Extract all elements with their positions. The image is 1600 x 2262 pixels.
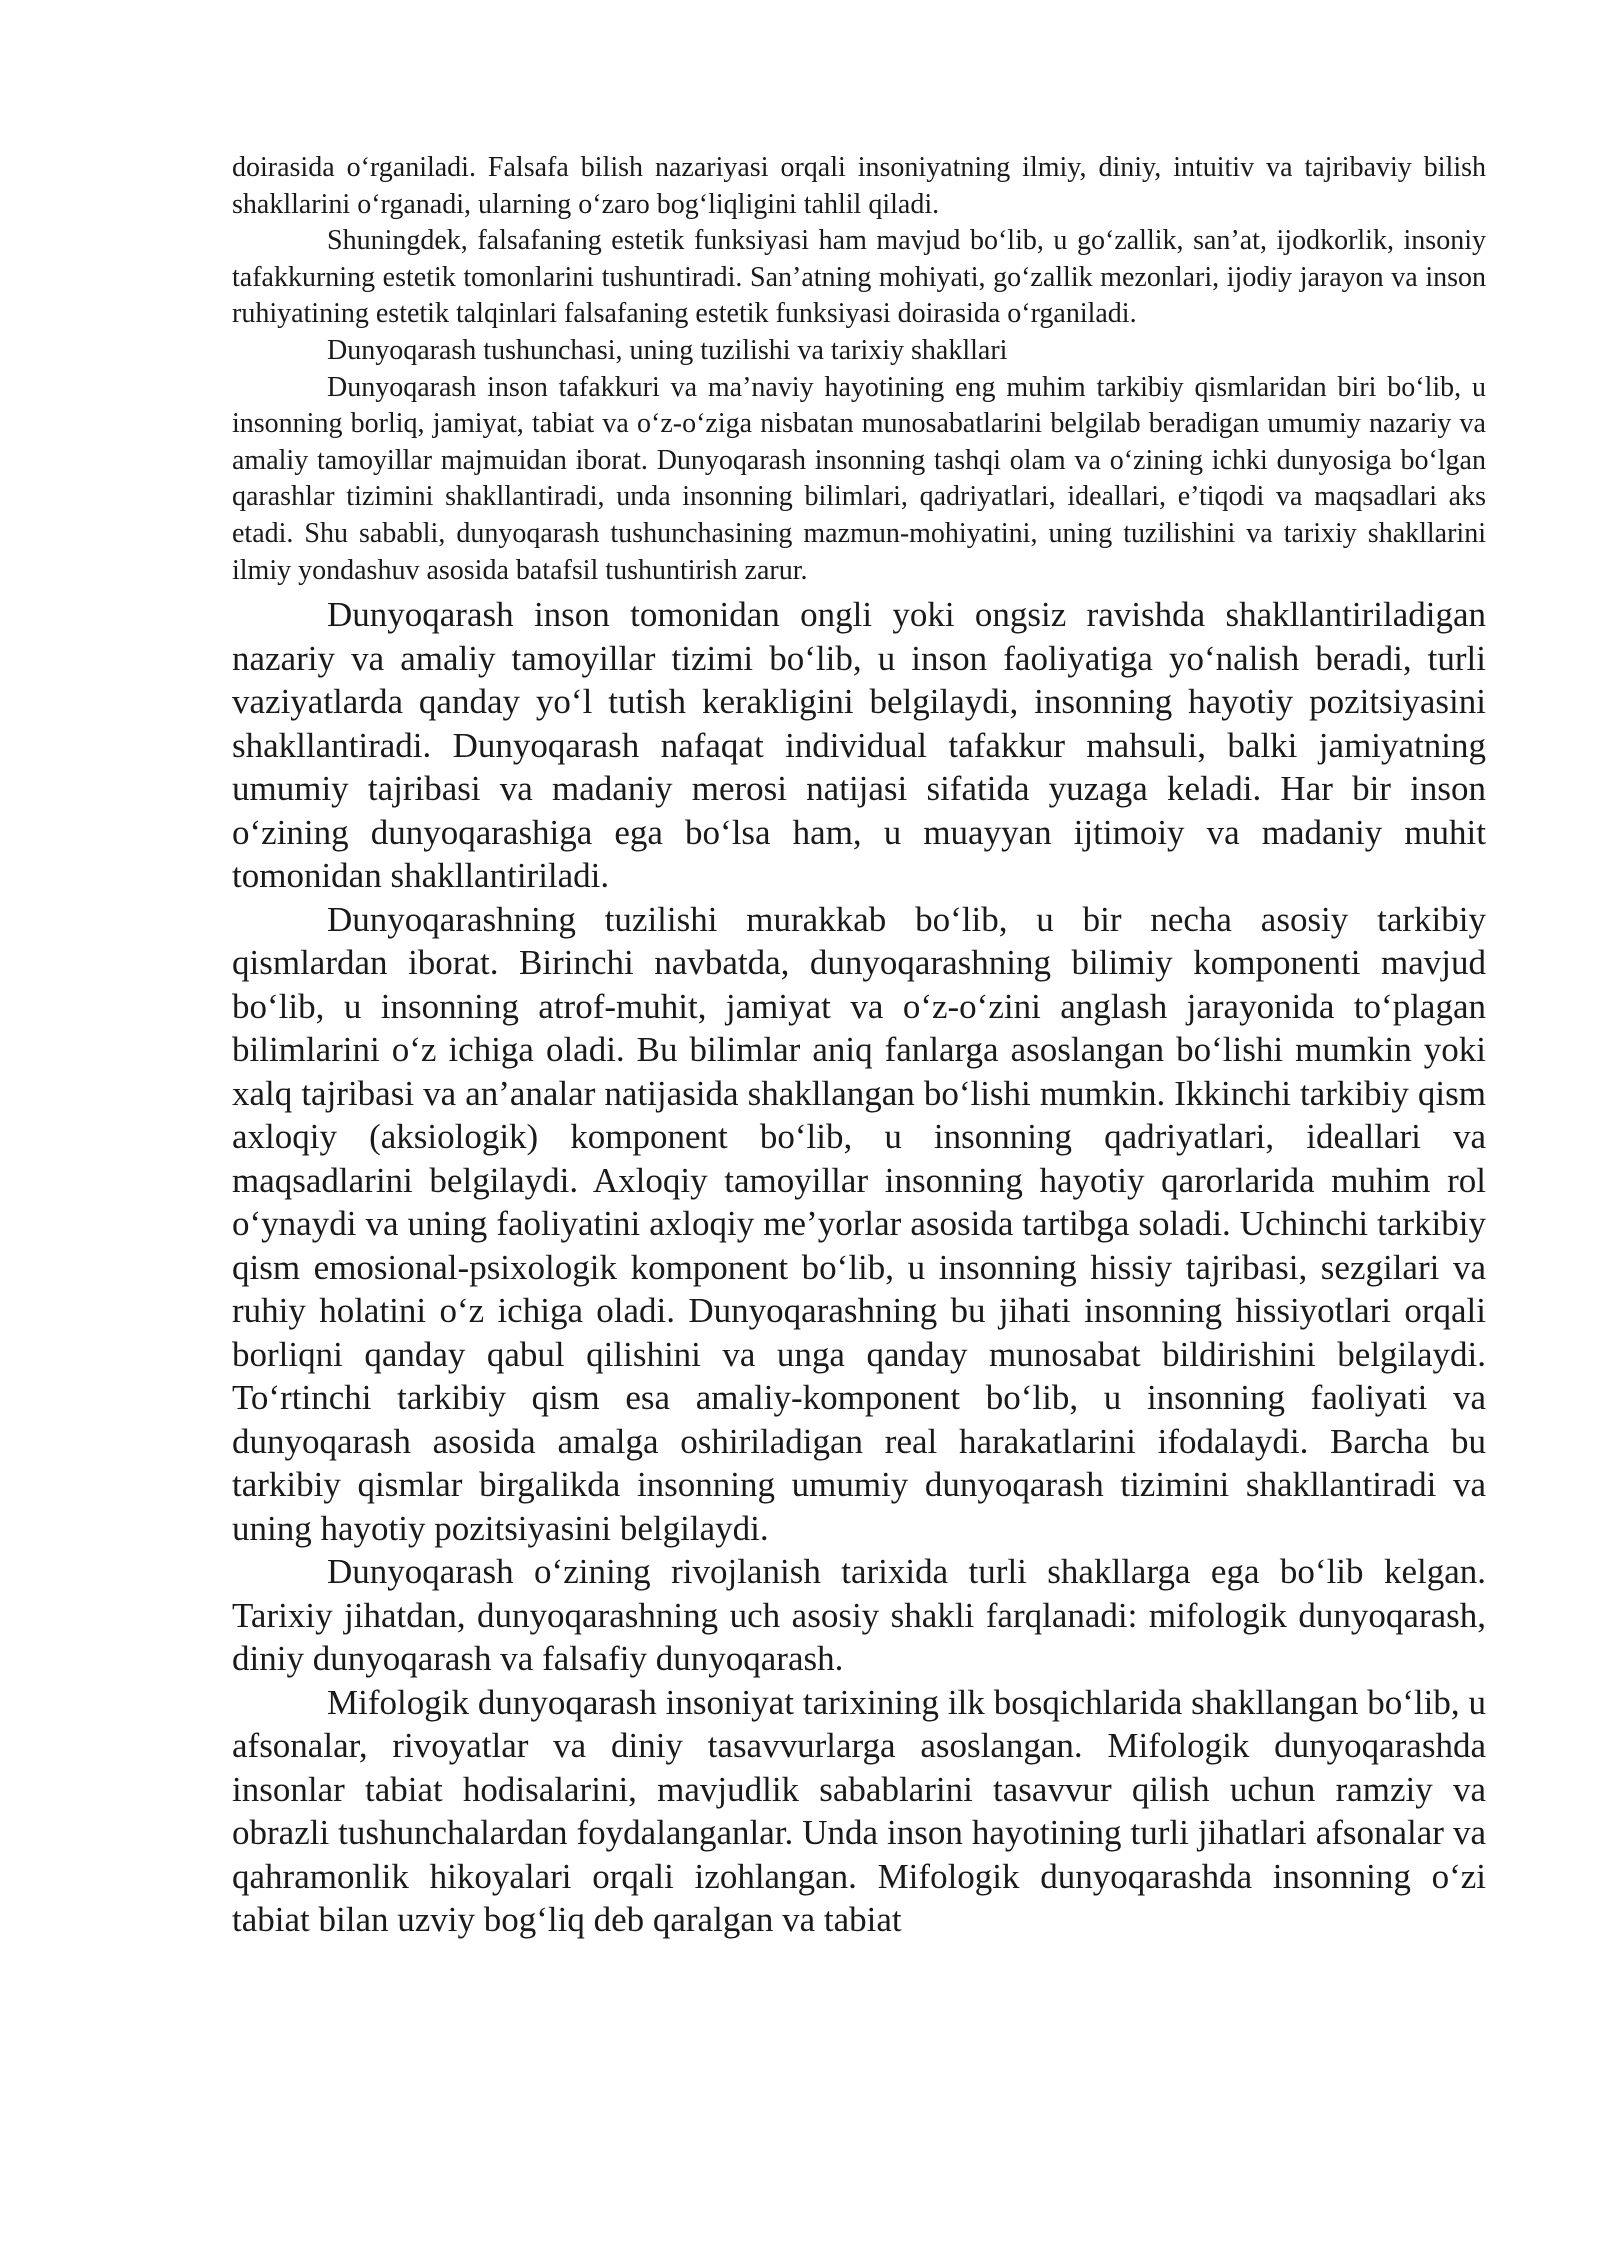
paragraph: doirasida o‘rganiladi. Falsafa bilish nazariyasi orqali insoniyatning ilmiy, diniy, intuitiv va tajribaviy bilish shakllarini o‘rganadi, ularning o‘zaro bog‘liqligini tahlil qiladi.: [232, 152, 1486, 220]
paragraph: Dunyoqarash inson tomonidan ongli yoki ongsiz ravishda shakllantiriladigan nazariy va amaliy tamoyillar tizimi bo‘lib, u inson faoliyatiga yo‘nalish beradi, turli vaziyatlarda qanday yo‘l tutish kerakligini belgilaydi, insonning hayotiy pozitsiyasini shakllantiradi. Dunyoqarash nafaqat individual tafakkur mahsuli, balki jamiyatning umumiy tajribasi va madaniy merosi natijasi sifatida yuzaga keladi. Har bir inson o‘zining dunyoqarashiga ega bo‘lsa ham, u muayyan ijtimoiy va madaniy muhit tomonidan shakllantiriladi.: [232, 595, 1486, 896]
document-page: [232, 150, 1486, 1942]
section-heading: Dunyoqarash tushunchasi, uning tuzilishi va tarixiy shakllari: [327, 334, 1008, 366]
large-text-section: [232, 593, 1486, 1942]
paragraph: Shuningdek, falsafaning estetik funksiyasi ham mavjud bo‘lib, u go‘zallik, san’at, ijodkorlik, insoniy tafakkurning estetik tomonlarini tushuntiradi. San’atning mohiyati, go‘zallik mezonlari, ijodiy jarayon va inson ruhiyatining estetik talqinlari falsafaning estetik funksiyasi doirasida o‘rganiladi.: [232, 225, 1486, 330]
paragraph: Dunyoqarashning tuzilishi murakkab bo‘lib, u bir necha asosiy tarkibiy qismlardan iborat. Birinchi navbatda, dunyoqarashning bilimiy komponenti mavjud bo‘lib, u insonning atrof-muhit, jamiyat va o‘z-o‘zini anglash jarayonida to‘plagan bilimlarini o‘z ichiga oladi. Bu bilimlar aniq fanlarga asoslangan bo‘lishi mumkin yoki xalq tajribasi va an’analar natijasida shakllangan bo‘lishi mumkin. Ikkinchi tarkibiy qism axloqiy (aksiologik) komponent bo‘lib, u insonning qadriyatlari, ideallari va maqsadlarini belgilaydi. Axloqiy tamoyillar insonning hayotiy qarorlarida muhim rol o‘ynaydi va uning faoliyatini axloqiy me’yorlar asosida tartibga soladi. Uchinchi tarkibiy qism emosional-psixologik komponent bo‘lib, u insonning hissiy tajribasi, sezgilari va ruhiy holatini o‘z ichiga oladi. Dunyoqarashning bu jihati insonning hissiyotlari orqali borliqni qanday qabul qilishini va unga qanday munosabat bildirishini belgilaydi. To‘rtinchi tarkibiy qism esa amaliy-komponent bo‘lib, u insonning faoliyati va dunyoqarash asosida amalga oshiriladigan real harakatlarini ifodalaydi. Barcha bu tarkibiy qismlar birgalikda insonning umumiy dunyoqarash tizimini shakllantiradi va uning hayotiy pozitsiyasini belgilaydi.: [232, 899, 1486, 1548]
small-text-section: [232, 150, 1486, 589]
paragraph: Mifologik dunyoqarash insoniyat tarixining ilk bosqichlarida shakllangan bo‘lib, u afsonalar, rivoyatlar va diniy tasavvurlarga asoslangan. Mifologik dunyoqarashda insonlar tabiat hodisalarini, mavjudlik sabablarini tasavvur qilish uchun ramziy va obrazli tushunchalardan foydalanganlar. Unda inson hayotining turli jihatlari afsonalar va qahramonlik hikoyalari orqali izohlangan. Mifologik dunyoqarashda insonning o‘zi tabiat bilan uzviy bog‘liq deb qaralgan va tabiat: [232, 1682, 1486, 1940]
paragraph: Dunyoqarash o‘zining rivojlanish tarixida turli shakllarga ega bo‘lib kelgan. Tarixiy jihatdan, dunyoqarashning uch asosiy shakli farqlanadi: mifologik dunyoqarash, diniy dunyoqarash va falsafiy dunyoqarash.: [232, 1552, 1486, 1679]
paragraph: Dunyoqarash inson tafakkuri va ma’naviy hayotining eng muhim tarkibiy qismlaridan biri bo‘lib, u insonning borliq, jamiyat, tabiat va o‘z-o‘ziga nisbatan munosabatlarini belgilab beradigan umumiy nazariy va amaliy tamoyillar majmuidan iborat. Dunyoqarash insonning tashqi olam va o‘zining ichki dunyosiga bo‘lgan qarashlar tizimini shakllantiradi, unda insonning bilimlari, qadriyatlari, ideallari, e’tiqodi va maqsadlari aks etadi. Shu sababli, dunyoqarash tushunchasining mazmun-mohiyatini, uning tuzilishini va tarixiy shakllarini ilmiy yondashuv asosida batafsil tushuntirish zarur.: [232, 371, 1486, 586]
